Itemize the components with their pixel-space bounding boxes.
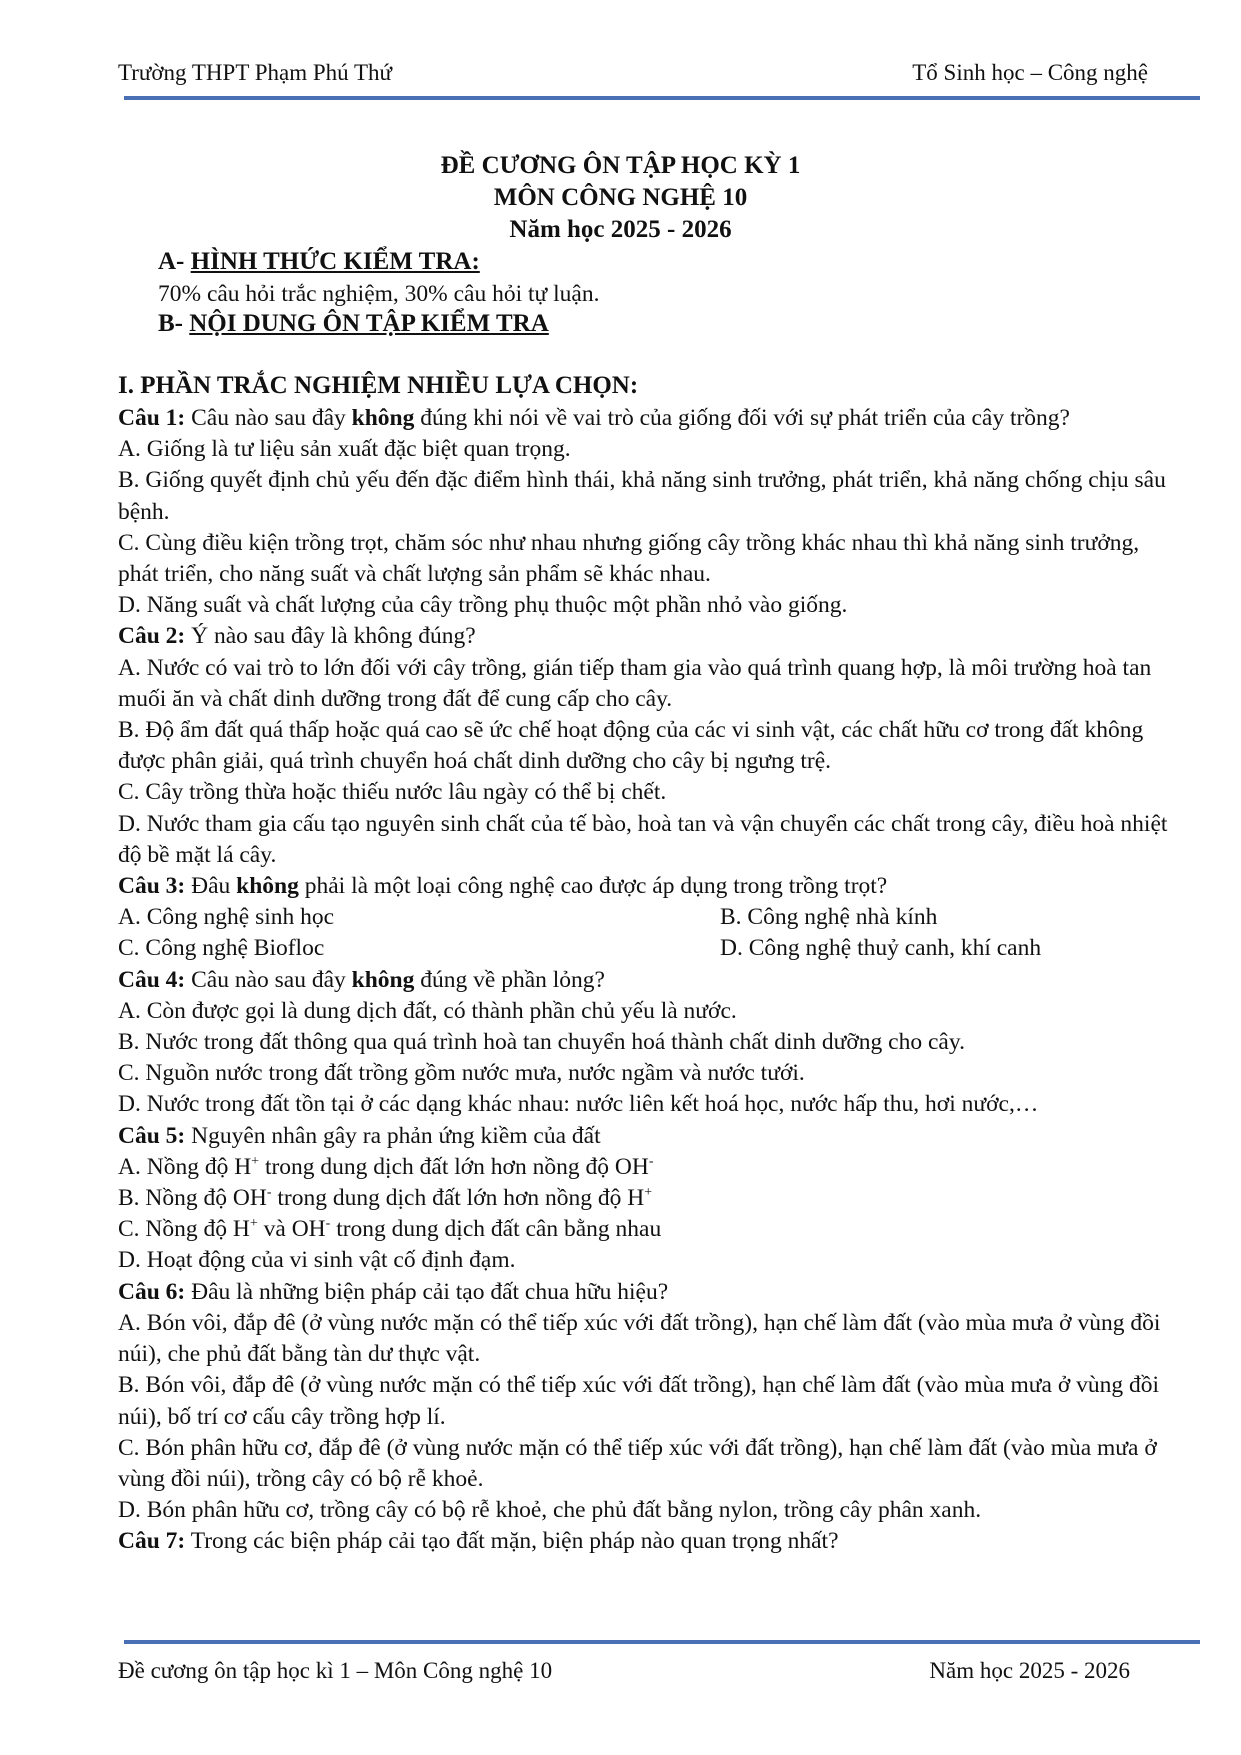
- question-6: Câu 6: Đâu là những biện pháp cải tạo đất chua hữu hiệu?: [118, 1278, 669, 1305]
- document-title-line2: MÔN CÔNG NGHỆ 10: [493, 184, 748, 211]
- question-1: Câu 1: Câu nào sau đây không đúng khi nói về vai trò của giống đối với sự phát triển của cây trồng?: [118, 405, 1070, 431]
- answer-option: C. Cây trồng thừa hoặc thiếu nước lâu ngày có thể bị chết.: [118, 779, 667, 806]
- question-label: Câu 1:: [118, 405, 186, 431]
- question-list: [118, 403, 1168, 1558]
- section-b-heading: [158, 310, 549, 338]
- answer-row: [118, 933, 1168, 964]
- footer-title: Đề cương ôn tập học kì 1 – Môn Công nghệ 10: [118, 1658, 553, 1683]
- footer-year: Năm học 2025 - 2026: [929, 1658, 1130, 1683]
- answer-option: A. Nước có vai trò to lớn đối với cây trồng, gián tiếp tham gia vào quá trình quang hợp, là môi trường hoà tan muối ăn và chất dinh dưỡng trong đất để cung cấp cho cây.: [118, 654, 1152, 712]
- document-title-line3: Năm học 2025 - 2026: [509, 216, 732, 243]
- answer-option: B. Nước trong đất thông qua quá trình hoà tan chuyển hoá thành chất dinh dưỡng cho cây.: [118, 1029, 965, 1056]
- answer-option: A. Nồng độ H+ trong dung dịch đất lớn hơn nồng độ OH-: [118, 1153, 654, 1180]
- question-3: Câu 3: Đâu không phải là một loại công nghệ cao được áp dụng trong trồng trọt?: [118, 873, 888, 900]
- section-a-prefix: A-: [158, 248, 191, 275]
- question-label: Câu 3:: [118, 873, 186, 900]
- department-name: Tổ Sinh học – Công nghệ: [912, 60, 1148, 85]
- answer-option: A. Bón vôi, đắp đê (ở vùng nước mặn có thể tiếp xúc với đất trồng), hạn chế làm đất (vào mùa mưa ở vùng đồi núi), che phủ đất bằng tàn dư thực vật.: [118, 1309, 1161, 1368]
- footer-divider: [124, 1640, 1200, 1644]
- answer-option: C. Cùng điều kiện trồng trọt, chăm sóc như nhau nhưng giống cây trồng khác nhau thì khả năng sinh trưởng, phát triển, cho năng suất và chất lượng sản phẩm sẽ khác nhau.: [118, 529, 1140, 588]
- answer-row: [118, 902, 1168, 933]
- section-b-prefix: B-: [158, 310, 190, 337]
- answer-option: C. Công nghệ Biofloc: [118, 935, 325, 962]
- answer-option: B. Giống quyết định chủ yếu đến đặc điểm hình thái, khả năng sinh trưởng, phát triển, khả năng chống chịu sâu bệnh.: [118, 467, 1166, 525]
- answer-option: D. Công nghệ thuỷ canh, khí canh: [720, 935, 1042, 962]
- question-4: Câu 4: Câu nào sau đây không đúng về phần lỏng?: [118, 966, 605, 993]
- question-5: Câu 5: Nguyên nhân gây ra phản ứng kiềm của đất: [118, 1122, 601, 1149]
- question-label: Câu 5:: [118, 1122, 186, 1149]
- question-label: Câu 2:: [118, 623, 186, 650]
- answer-option: D. Nước tham gia cấu tạo nguyên sinh chất của tế bào, hoà tan và vận chuyển các chất trong cây, điều hoà nhiệt độ bề mặt lá cây.: [118, 810, 1168, 868]
- school-name: Trường THPT Phạm Phú Thứ: [118, 60, 392, 85]
- answer-option: D. Hoạt động của vi sinh vật cố định đạm.: [118, 1247, 516, 1274]
- answer-option: C. Bón phân hữu cơ, đắp đê (ở vùng nước mặn có thể tiếp xúc với đất trồng), hạn chế làm đất (vào mùa mưa ở vùng đồi núi), trồng cây có bộ rễ khoẻ.: [118, 1434, 1157, 1492]
- part1-heading: I. PHẦN TRẮC NGHIỆM NHIỀU LỰA CHỌN:: [118, 372, 639, 399]
- question-label: Câu 4:: [118, 966, 186, 993]
- section-b-label: NỘI DUNG ÔN TẬP KIỂM TRA: [189, 310, 549, 337]
- question-label: Câu 7:: [118, 1528, 186, 1555]
- document-title-line1: ĐỀ CƯƠNG ÔN TẬP HỌC KỲ 1: [440, 152, 801, 179]
- section-a-label: HÌNH THỨC KIỂM TRA:: [190, 248, 480, 275]
- answer-option: A. Còn được gọi là dung dịch đất, có thành phần chủ yếu là nước.: [118, 997, 737, 1024]
- header-divider: [124, 96, 1200, 100]
- question-2: Câu 2: Ý nào sau đây là không đúng?: [118, 623, 476, 650]
- answer-option: B. Bón vôi, đắp đê (ở vùng nước mặn có thể tiếp xúc với đất trồng), hạn chế làm đất (vào mùa mưa ở vùng đồi núi), bố trí cơ cấu cây trồng hợp lí.: [118, 1372, 1160, 1430]
- answer-option: B. Công nghệ nhà kính: [720, 904, 938, 931]
- answer-option: C. Nguồn nước trong đất trồng gồm nước mưa, nước ngầm và nước tưới.: [118, 1060, 805, 1087]
- question-label: Câu 6:: [118, 1278, 186, 1305]
- section-a-text: 70% câu hỏi trắc nghiệm, 30% câu hỏi tự luận.: [158, 281, 600, 307]
- section-a-heading: [158, 248, 480, 276]
- answer-option: B. Độ ẩm đất quá thấp hoặc quá cao sẽ ức chế hoạt động của các vi sinh vật, các chất hữu cơ trong đất không được phân giải, quá trình chuyển hoá chất dinh dưỡng cho cây bị ngưng trệ.: [118, 717, 1144, 775]
- answer-option: A. Công nghệ sinh học: [118, 904, 335, 931]
- answer-option: A. Giống là tư liệu sản xuất đặc biệt quan trọng.: [118, 436, 571, 463]
- answer-option: D. Năng suất và chất lượng của cây trồng phụ thuộc một phần nhỏ vào giống.: [118, 592, 848, 619]
- question-7: Câu 7: Trong các biện pháp cải tạo đất mặn, biện pháp nào quan trọng nhất?: [118, 1528, 839, 1555]
- answer-option: B. Nồng độ OH- trong dung dịch đất lớn hơn nồng độ H+: [118, 1185, 653, 1212]
- answer-option: D. Nước trong đất tồn tại ở các dạng khác nhau: nước liên kết hoá học, nước hấp thu, hơi nước,…: [118, 1091, 1039, 1118]
- answer-option: D. Bón phân hữu cơ, trồng cây có bộ rễ khoẻ, che phủ đất bằng nylon, trồng cây phân xanh.: [118, 1497, 982, 1524]
- answer-option: C. Nồng độ H+ và OH- trong dung dịch đất cân bằng nhau: [118, 1216, 662, 1243]
